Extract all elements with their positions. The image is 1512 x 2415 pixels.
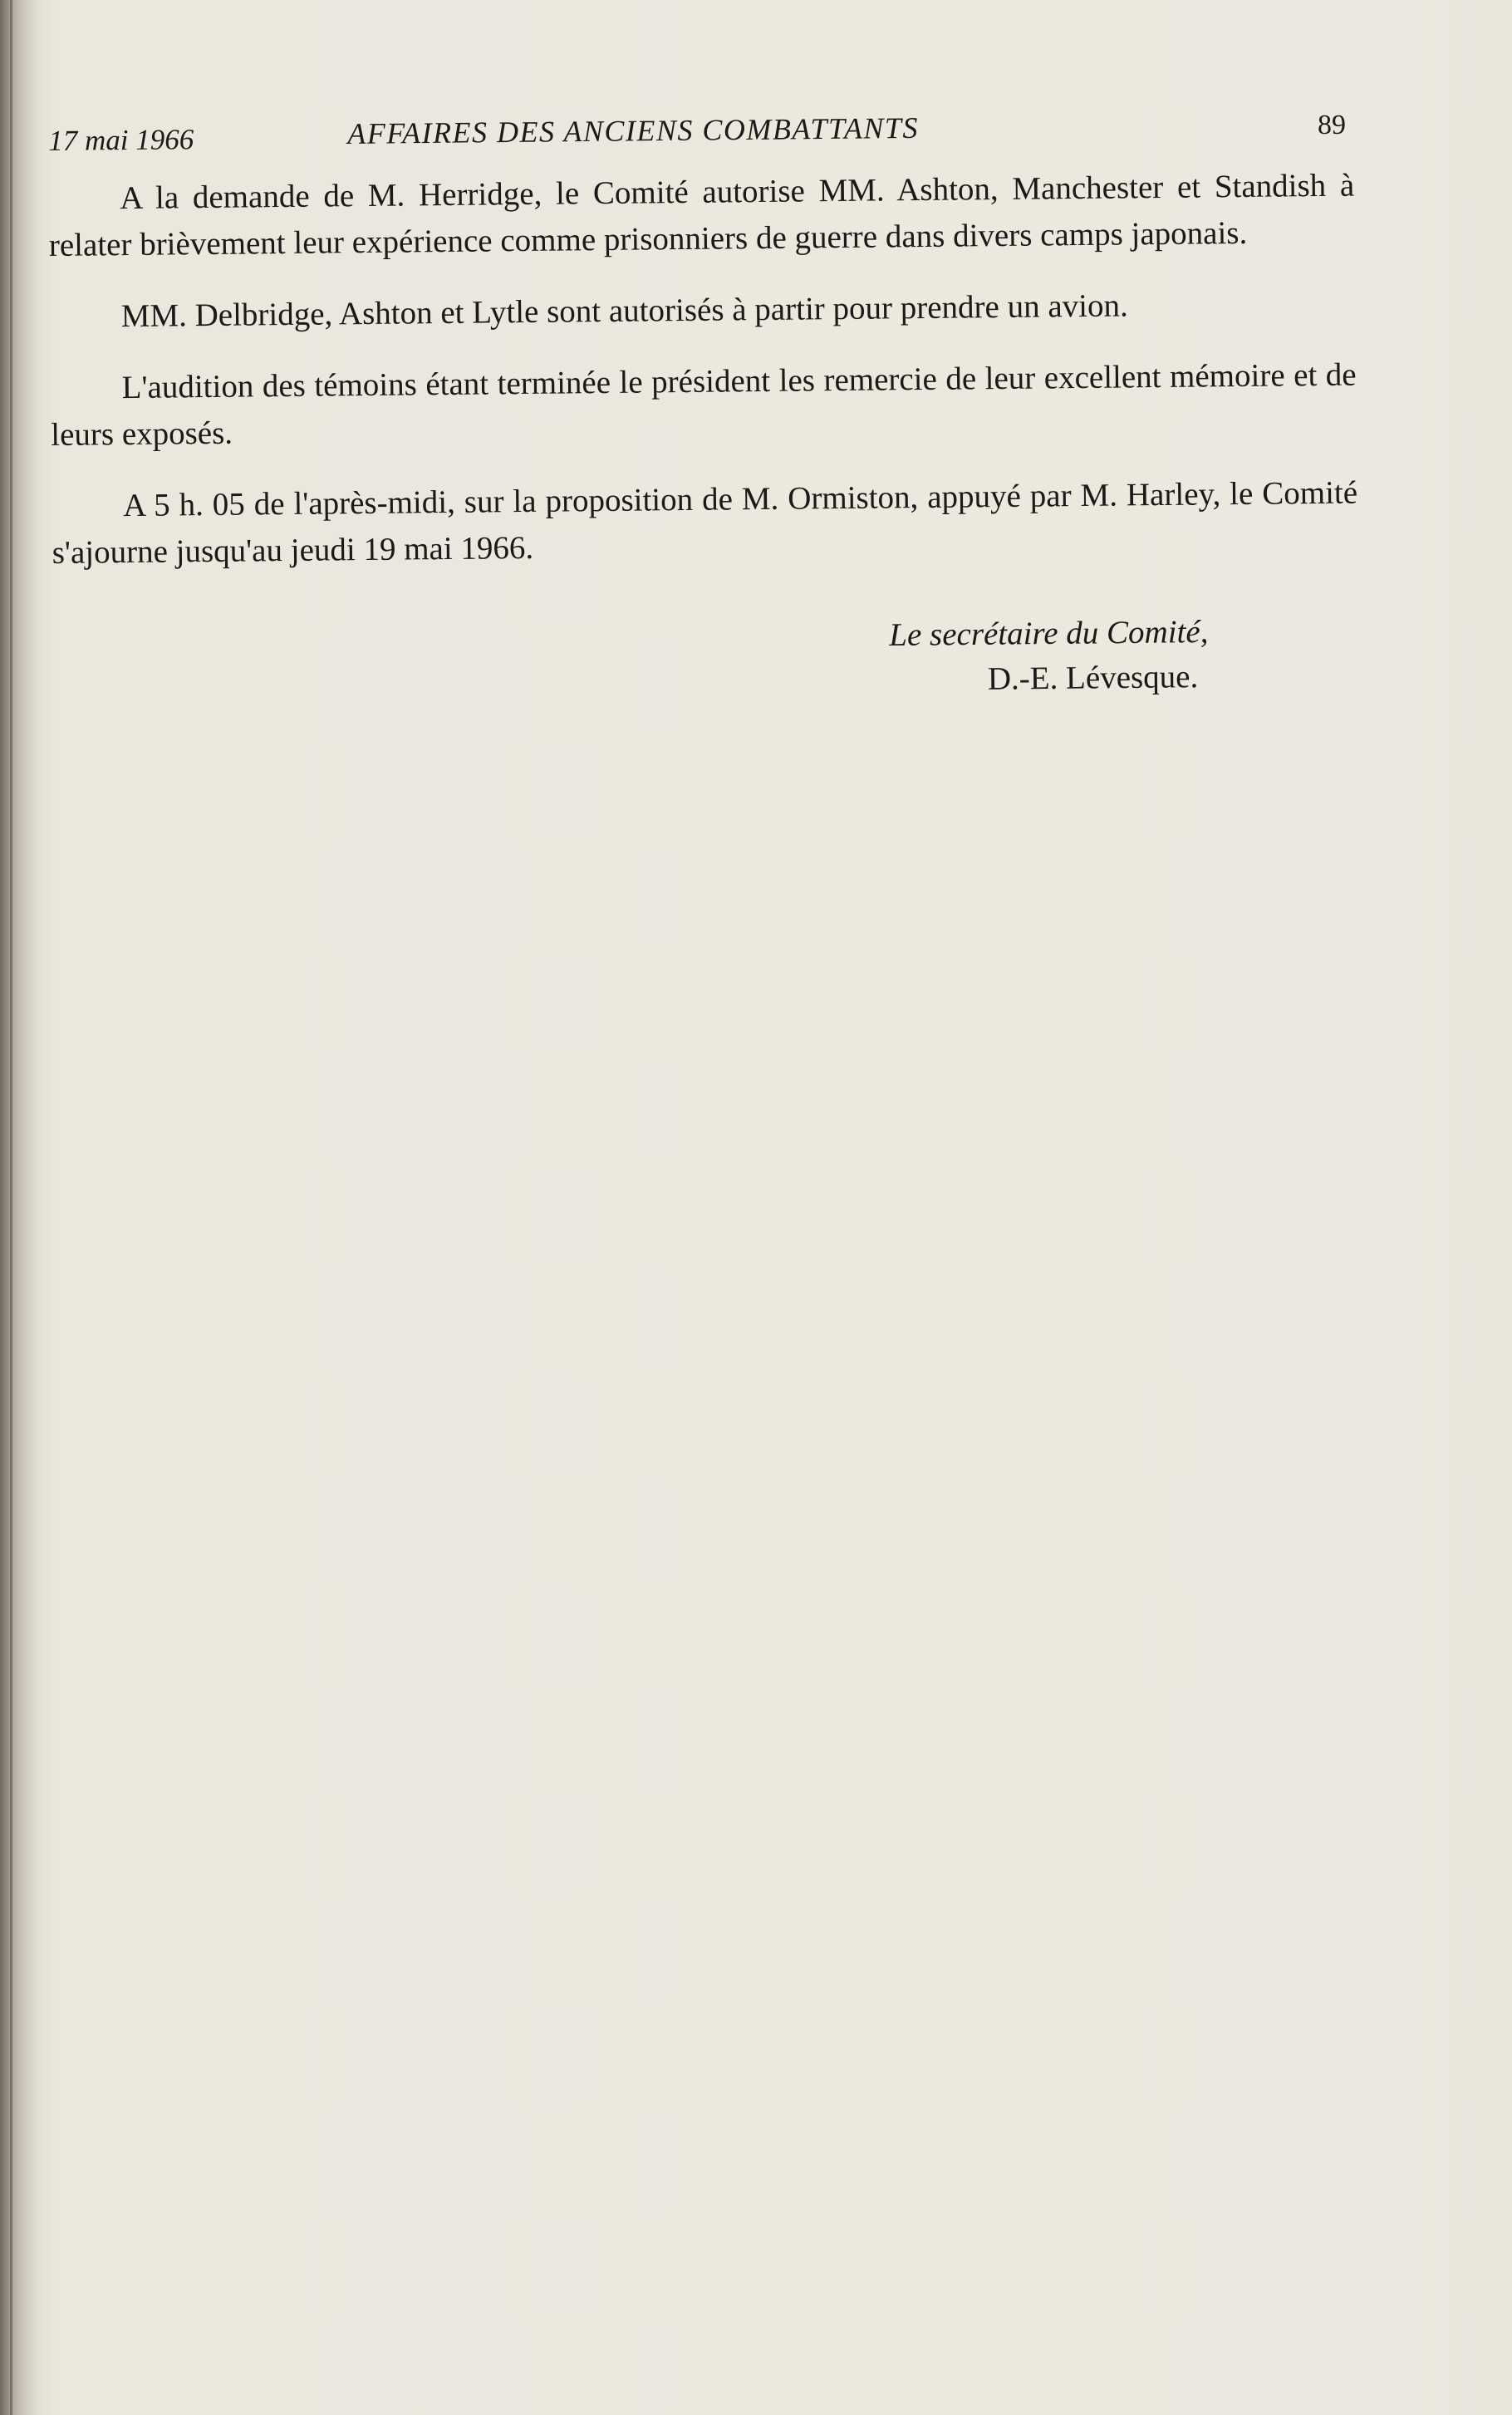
running-head <box>0 0 1512 166</box>
page-number: 89 <box>1318 110 1346 140</box>
paragraph: A la demande de M. Herridge, le Comité autorise MM. Ashton, Manchester et Standish à relater brièvement leur expérience comme prisonniers de guerre dans divers camps japonais. <box>48 167 1355 263</box>
signature-name: D.-E. Lévesque. <box>987 659 1199 697</box>
header-title: AFFAIRES DES ANCIENS COMBATTANTS <box>347 110 920 150</box>
paragraph: MM. Delbridge, Ashton et Lytle sont autorisés à partir pour prendre un avion. <box>120 287 1128 335</box>
minutes-body <box>48 163 1358 601</box>
binding-edge <box>0 0 38 2415</box>
header-date: 17 mai 1966 <box>48 123 194 157</box>
signature-role: Le secrétaire du Comité, <box>889 613 1209 653</box>
paragraph: A 5 h. 05 de l'après-midi, sur la proposition de M. Ormiston, appuyé par M. Harley, le Comité s'ajourne jusqu'au jeudi 19 mai 1966. <box>52 474 1358 571</box>
spine-line <box>10 0 12 2415</box>
signature-block <box>889 608 1388 703</box>
paragraph: L'audition des témoins étant terminée le président les remercie de leur excellent mémoire et de leurs exposés. <box>51 356 1357 453</box>
